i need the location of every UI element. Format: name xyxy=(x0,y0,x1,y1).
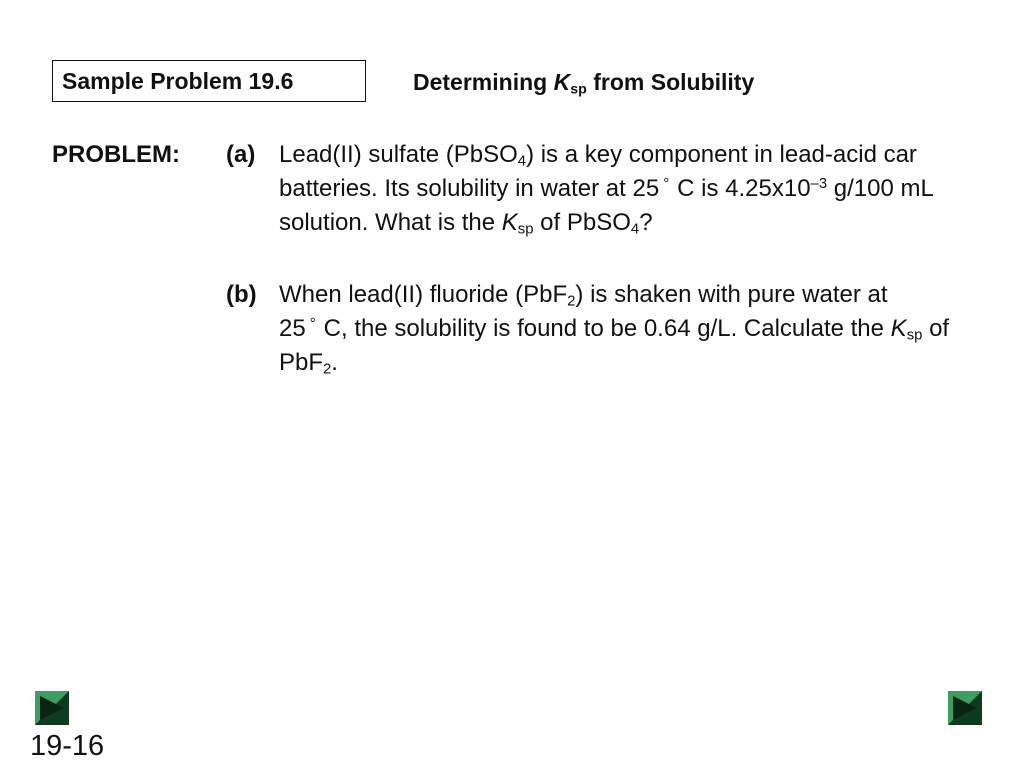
page-number: 19-16 xyxy=(30,730,105,762)
part-b-t4: of PbF xyxy=(279,315,950,376)
part-b-s1: 2 xyxy=(567,293,576,310)
part-a-t1: Lead(II) sulfate (PbSO xyxy=(279,141,518,168)
part-a-exp: –3 xyxy=(810,175,828,192)
part-b-k: K xyxy=(890,315,907,342)
part-b-t2: ) is shaken with pure water at 25 xyxy=(279,281,888,342)
title-k-sub: sp xyxy=(570,81,587,98)
part-a-k: K xyxy=(501,209,518,236)
next-slide-icon xyxy=(948,691,982,725)
part-b-label: (b) xyxy=(226,281,257,308)
prev-slide-icon xyxy=(35,691,69,725)
part-a-label: (a) xyxy=(226,141,256,168)
part-a-s2: 4 xyxy=(630,221,640,238)
part-a-t4: g/100 mL solution. What is the xyxy=(279,175,933,236)
part-a-text xyxy=(279,138,959,240)
part-a-t6: ? xyxy=(639,209,653,236)
sample-problem-box xyxy=(52,60,366,102)
title-suffix: from Solubility xyxy=(586,69,755,95)
part-b-t3: C, the solubility is found to be 0.64 g/L. Calculate the xyxy=(323,315,891,342)
page-title xyxy=(413,62,754,102)
prev-slide-button[interactable] xyxy=(35,691,69,725)
title-prefix: Determining xyxy=(413,69,554,95)
part-a-t2: ) is a key component in lead-acid car batteries. Its solubility in water at 25 xyxy=(279,141,917,202)
part-a-k-sub: sp xyxy=(517,221,534,238)
sample-problem-title: Sample Problem 19.6 xyxy=(62,68,294,94)
degree-symbol-b: ° xyxy=(309,315,316,332)
degree-symbol-a: ° xyxy=(663,175,670,192)
part-b-text xyxy=(279,278,959,380)
part-a-t5: of PbSO xyxy=(533,209,631,236)
part-b-k-sub: sp xyxy=(906,327,923,344)
part-b-t5: . xyxy=(331,349,338,376)
title-k: K xyxy=(553,69,571,95)
next-slide-button[interactable] xyxy=(948,691,982,725)
part-a-t3: C is 4.25x10 xyxy=(677,175,811,202)
part-b-s2: 2 xyxy=(323,361,332,378)
part-a-s1: 4 xyxy=(517,153,527,170)
problem-label: PROBLEM: xyxy=(52,141,180,168)
part-b-t1: When lead(II) fluoride (PbF xyxy=(279,281,568,308)
